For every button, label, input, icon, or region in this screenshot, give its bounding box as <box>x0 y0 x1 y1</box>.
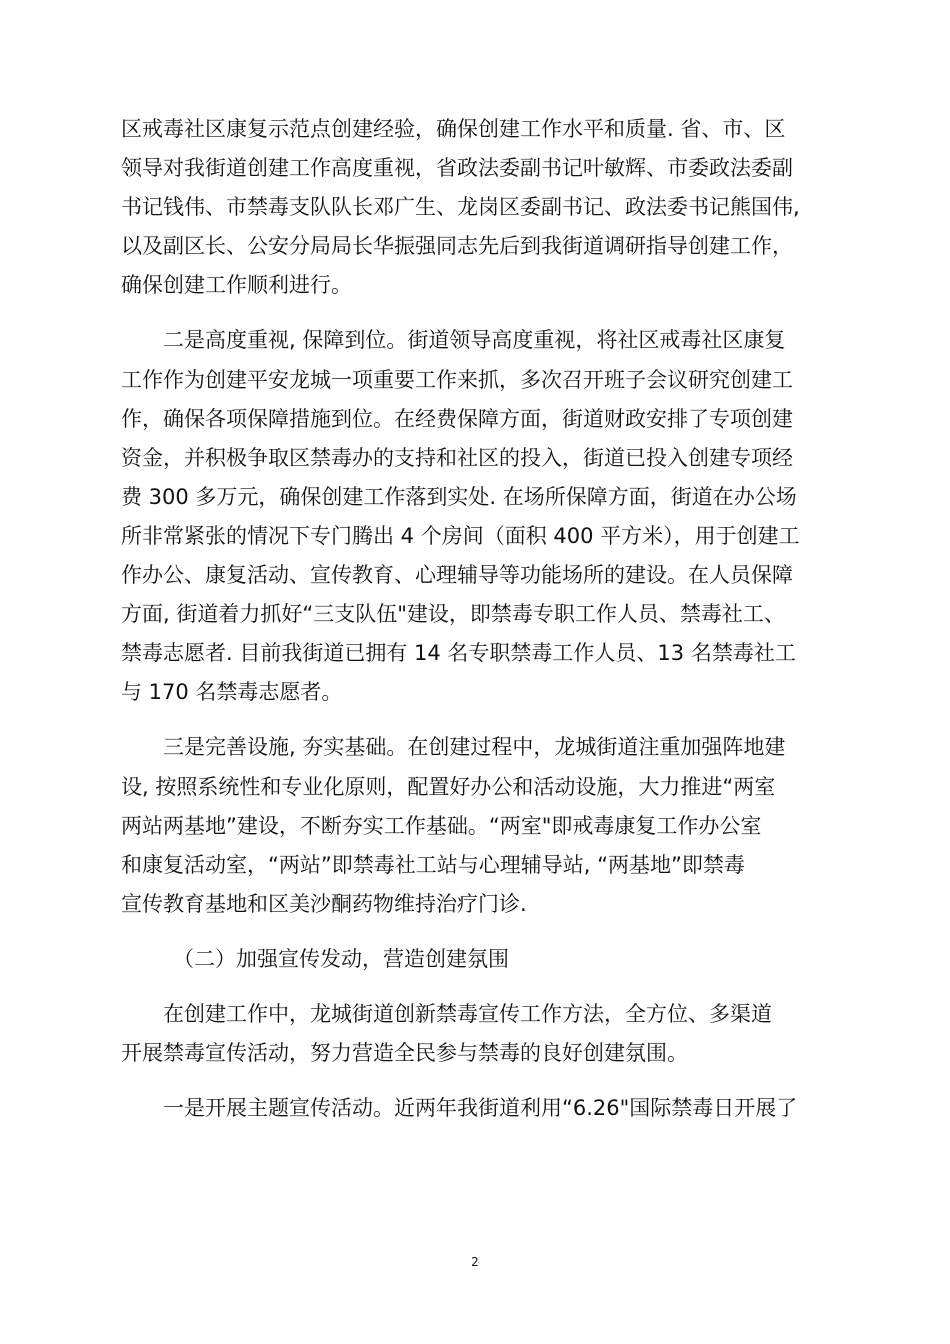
text-line: 开展禁毒宣传活动，努力营造全民参与禁毒的良好创建氛围。 <box>121 1041 688 1066</box>
text-line: 费 300 多万元，确保创建工作落到实处. 在场所保障方面，街道在办公场 <box>121 484 797 509</box>
text-line: 宣传教育基地和区美沙酮药物维持治疗门诊. <box>121 891 527 916</box>
page-number: 2 <box>471 1255 479 1269</box>
paragraph-4 <box>121 995 841 1073</box>
text-line: 两站两基地”建设，不断夯实工作基础。“两室"即戒毒康复工作办公室 <box>121 813 762 838</box>
text-line: 与 170 名禁毒志愿者。 <box>121 680 343 705</box>
paragraph-1 <box>121 110 841 305</box>
text-line: 方面, 街道着力抓好“三支队伍"建设，即禁毒专职工作人员、禁毒社工、 <box>121 602 785 627</box>
text-line: 三是完善设施, 夯实基础。在创建过程中，龙城街道注重加强阵地建 <box>163 735 786 760</box>
paragraph-5 <box>121 1089 841 1128</box>
text-line: 作办公、康复活动、宣传教育、心理辅导等功能场所的建设。在人员保障 <box>121 563 793 588</box>
text-line: 禁毒志愿者. 目前我街道已拥有 14 名专职禁毒工作人员、13 名禁毒社工 <box>121 641 796 666</box>
body-text <box>121 110 841 1128</box>
section-heading <box>121 940 841 979</box>
paragraph-3 <box>121 728 841 923</box>
text-line: 以及副区长、公安分局局长华振强同志先后到我街道调研指导创建工作， <box>121 234 793 259</box>
paragraph-2 <box>121 321 841 712</box>
text-line: 和康复活动室，“两站”即禁毒社工站与心理辅导站, “两基地”即禁毒 <box>121 852 745 877</box>
text-line: 二是高度重视, 保障到位。街道领导高度重视，将社区戒毒社区康复 <box>163 328 786 353</box>
text-line: 资金，并积极争取区禁毒办的支持和社区的投入，街道已投入创建专项经 <box>121 445 793 470</box>
text-line: 所非常紧张的情况下专门腾出 4 个房间（面积 400 平方米），用于创建工 <box>121 523 800 548</box>
text-line: 设, 按照系统性和专业化原则，配置好办公和活动设施，大力推进“两室 <box>121 774 776 799</box>
text-line: 在创建工作中，龙城街道创新禁毒宣传工作方法，全方位、多渠道 <box>163 1001 772 1026</box>
text-line: 书记钱伟、市禁毒支队队长邓广生、龙岗区委副书记、政法委书记熊国伟, <box>121 195 800 220</box>
text-line: 作，确保各项保障措施到位。在经费保障方面，街道财政安排了专项创建 <box>121 406 793 431</box>
text-line: 确保创建工作顺利进行。 <box>121 273 352 298</box>
text-line: 区戒毒社区康复示范点创建经验，确保创建工作水平和质量. 省、市、区 <box>121 117 786 141</box>
text-line: 领导对我街道创建工作高度重视，省政法委副书记叶敏辉、市委政法委副 <box>121 156 793 181</box>
heading-line: （二）加强宣传发动，营造创建氛围 <box>173 946 509 971</box>
text-line: 工作作为创建平安龙城一项重要工作来抓，多次召开班子会议研究创建工 <box>121 367 793 392</box>
text-line: 一是开展主题宣传活动。近两年我街道利用“6.26"国际禁毒日开展了 <box>163 1096 798 1121</box>
